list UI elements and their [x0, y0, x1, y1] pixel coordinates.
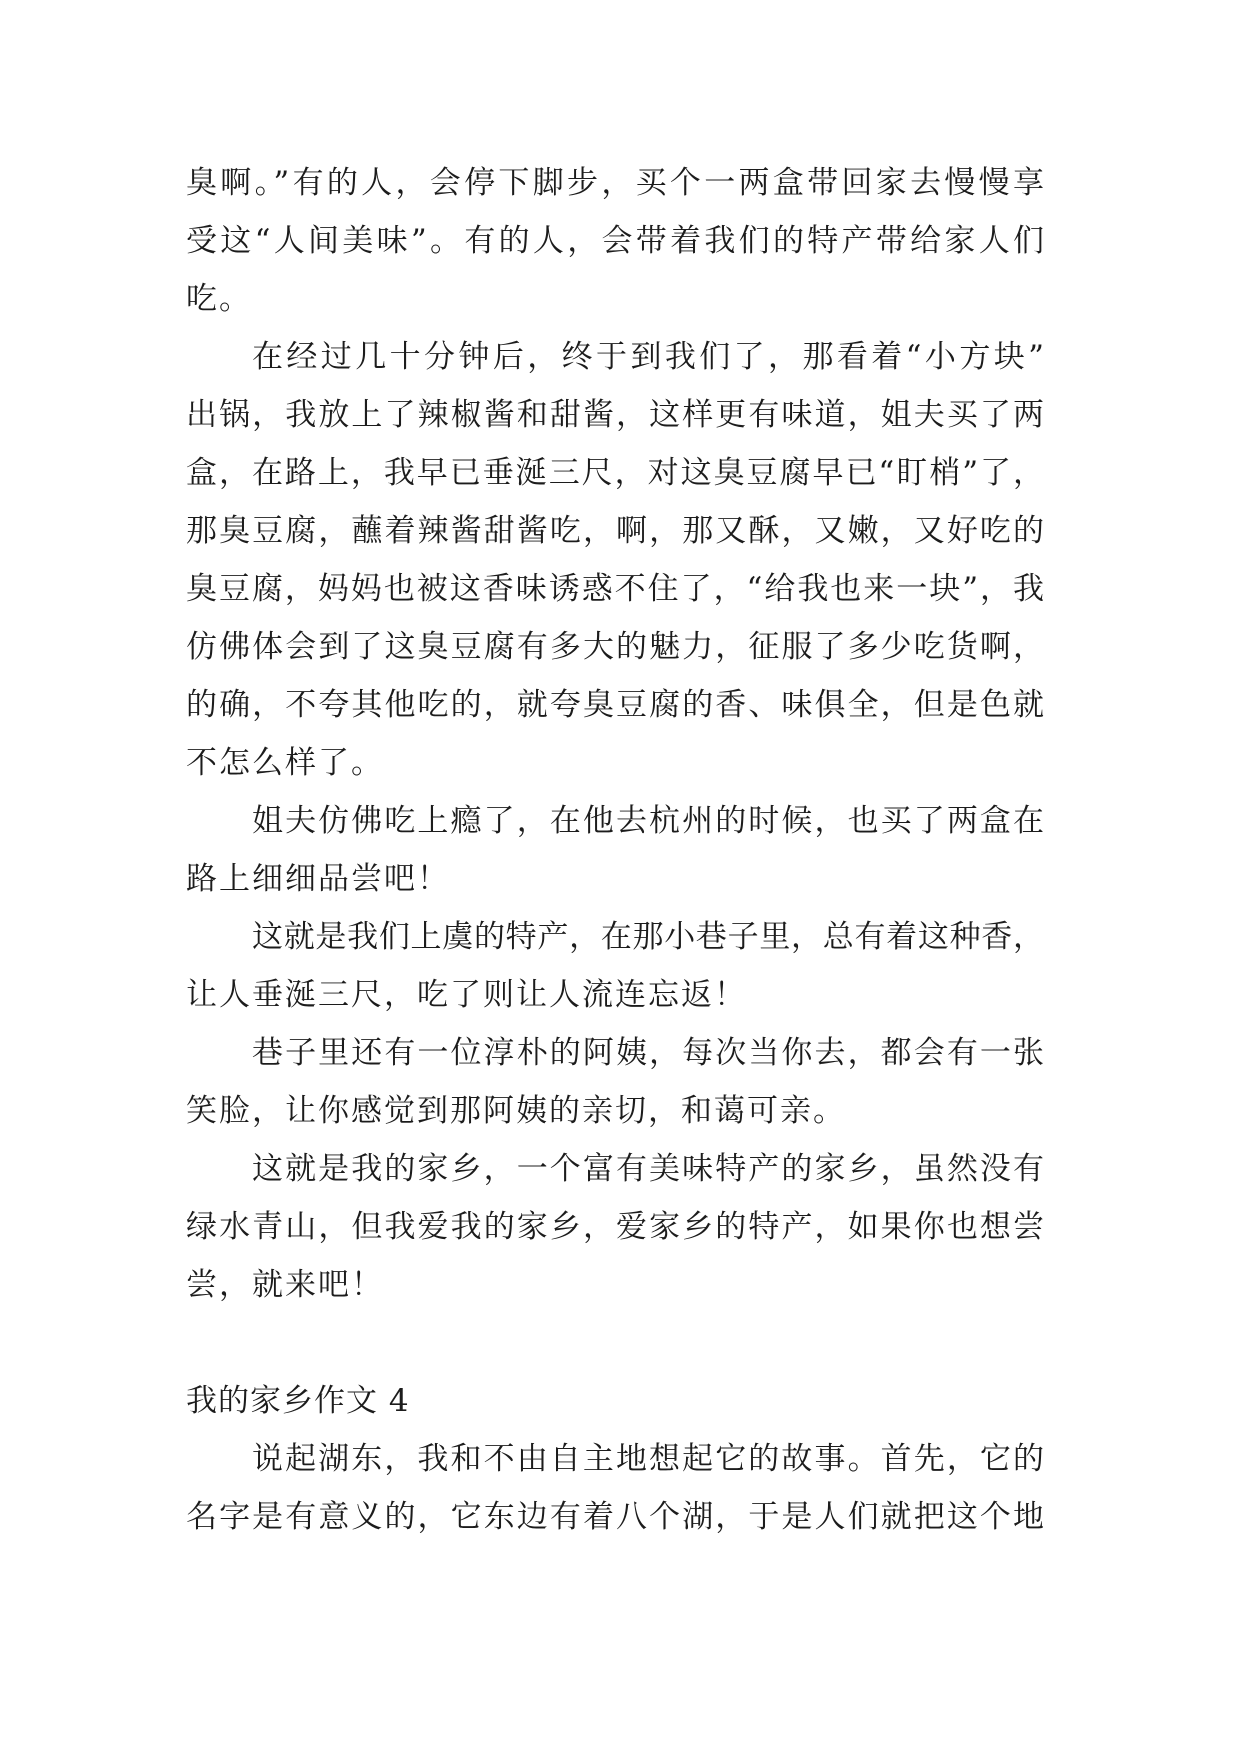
- section-heading: 我的家乡作文 4: [186, 1383, 410, 1419]
- text-line: 吃。: [186, 281, 252, 317]
- text-line: 名字是有意义的，它东边有着八个湖，于是人们就把这个地: [186, 1499, 1044, 1535]
- paragraph: [186, 1024, 1044, 1140]
- text-line: 巷子里还有一位淳朴的阿姨，每次当你去，都会有一张: [252, 1035, 1044, 1071]
- document-body: [186, 154, 1044, 1546]
- text-line: 让人垂涎三尺，吃了则让人流连忘返！: [186, 977, 747, 1013]
- text-line: 的确，不夸其他吃的，就夸臭豆腐的香、味俱全，但是色就: [186, 687, 1044, 723]
- text-line: 路上细细品尝吧！: [186, 861, 450, 897]
- text-line: 出锅，我放上了辣椒酱和甜酱，这样更有味道，姐夫买了两: [186, 397, 1044, 433]
- text-line: 盒，在路上，我早已垂涎三尺，对这臭豆腐早已“盯梢”了，: [186, 455, 1044, 491]
- text-line: 绿水青山，但我爱我的家乡，爱家乡的特产，如果你也想尝: [186, 1209, 1044, 1245]
- text-line: 尝，就来吧！: [186, 1267, 384, 1303]
- paragraph: [186, 154, 1044, 328]
- text-line: 不怎么样了。: [186, 745, 384, 781]
- text-line: 臭啊。”有的人，会停下脚步，买个一两盒带回家去慢慢享: [186, 165, 1044, 201]
- paragraph: [186, 792, 1044, 908]
- text-line: 仿佛体会到了这臭豆腐有多大的魅力，征服了多少吃货啊，: [186, 629, 1044, 665]
- text-line: 这就是我们上虞的特产，在那小巷子里，总有着这种香，: [252, 919, 1044, 955]
- blank-line: [186, 1314, 1044, 1372]
- text-line: 笑脸，让你感觉到那阿姨的亲切，和蔼可亲。: [186, 1093, 846, 1129]
- text-line: 那臭豆腐，蘸着辣酱甜酱吃，啊，那又酥，又嫩，又好吃的: [186, 513, 1044, 549]
- text-line: 臭豆腐，妈妈也被这香味诱惑不住了，“给我也来一块”，我: [186, 571, 1044, 607]
- text-line: 在经过几十分钟后，终于到我们了，那看着“小方块”: [252, 339, 1044, 375]
- paragraph: [186, 1140, 1044, 1314]
- paragraph: [186, 1430, 1044, 1546]
- text-line: 受这“人间美味”。有的人，会带着我们的特产带给家人们: [186, 223, 1044, 259]
- text-line: 说起湖东，我和不由自主地想起它的故事。首先，它的: [252, 1441, 1044, 1477]
- text-line: 这就是我的家乡，一个富有美味特产的家乡，虽然没有: [252, 1151, 1044, 1187]
- text-line: 姐夫仿佛吃上瘾了，在他去杭州的时候，也买了两盒在: [252, 803, 1044, 839]
- paragraph: [186, 908, 1044, 1024]
- paragraph: [186, 328, 1044, 792]
